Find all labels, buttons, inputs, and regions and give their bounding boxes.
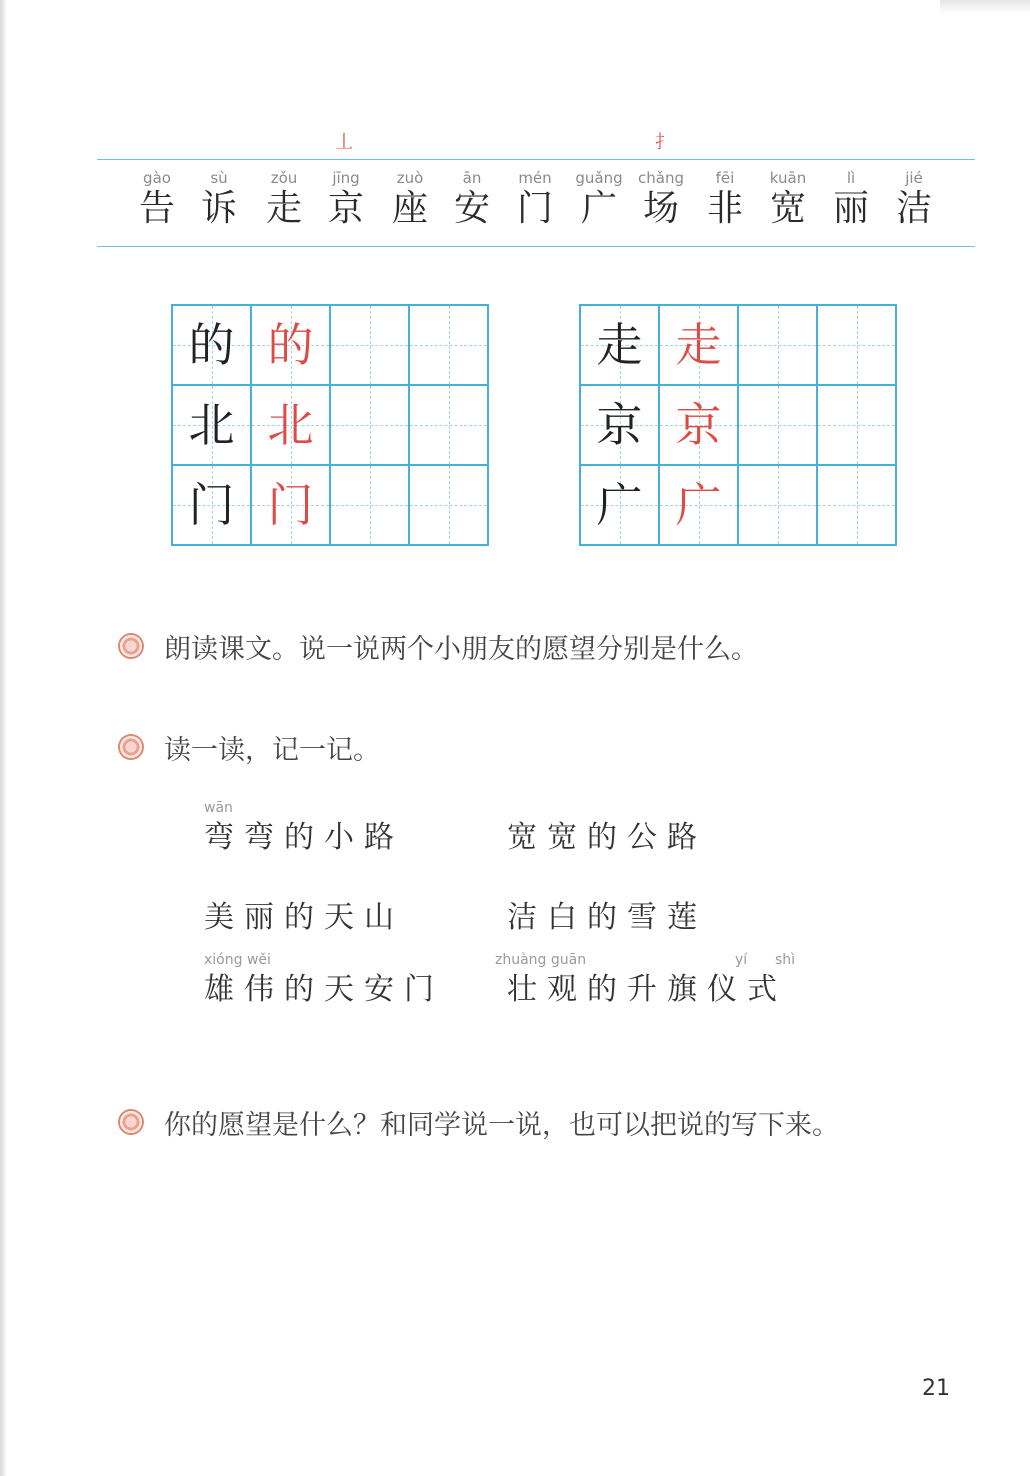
grid-cell <box>251 465 330 545</box>
grid-cell-empty[interactable] <box>738 465 817 545</box>
vocab-bottom-line <box>97 246 975 247</box>
grid-cell <box>172 465 251 545</box>
grid-cell-empty[interactable] <box>817 305 896 385</box>
decoration-left: 丄 <box>335 132 353 153</box>
grid-cell-empty[interactable] <box>817 385 896 465</box>
vocab-pinyin: jié <box>905 169 923 187</box>
model-char: 京 <box>596 398 643 452</box>
grid-cell <box>251 305 330 385</box>
model-char: 门 <box>188 478 235 532</box>
decoration-right: 扌 <box>655 132 673 153</box>
grid-cell-empty[interactable] <box>330 385 409 465</box>
vocab-item <box>310 168 382 230</box>
vocab-char: 京 <box>327 188 364 229</box>
phrase <box>204 952 444 1008</box>
writing-grid-left <box>171 304 489 546</box>
grid-cell <box>251 385 330 465</box>
model-char: 走 <box>596 318 643 372</box>
vocab-item <box>499 168 571 230</box>
phrase-text: 洁白的雪莲 <box>507 900 707 935</box>
phrase-pinyin <box>204 800 404 820</box>
vocab-item <box>625 168 697 230</box>
vocab-char: 宽 <box>769 188 806 229</box>
phrase-text: 美丽的天山 <box>204 900 404 935</box>
task-3 <box>118 1102 839 1142</box>
vocab-pinyin: fēi <box>715 169 735 187</box>
phrase-list <box>0 800 1030 1030</box>
vocab-strip <box>0 168 1030 238</box>
vocab-char: 场 <box>642 188 679 229</box>
vocab-pinyin: gào <box>143 169 171 187</box>
writing-grid-right <box>579 304 897 546</box>
phrase <box>495 952 796 1008</box>
corner-mark <box>940 0 1030 14</box>
model-char: 北 <box>188 398 235 452</box>
phrase-pinyin <box>204 952 444 972</box>
grid-cell-empty[interactable] <box>330 465 409 545</box>
trace-char: 走 <box>675 318 722 372</box>
phrase <box>507 880 707 936</box>
vocab-pinyin: kuān <box>769 169 807 187</box>
pinyin-xiongwei: xióng wěi <box>204 952 271 968</box>
pinyin-yi: yí <box>735 952 748 968</box>
phrase-text: 弯弯的小路 <box>204 820 404 855</box>
vocab-pinyin: ān <box>462 169 482 187</box>
grid-cell-empty[interactable] <box>738 305 817 385</box>
vocab-char: 座 <box>391 188 428 229</box>
task-2-text: 读一读，记一记。 <box>164 734 380 766</box>
phrase <box>204 800 404 856</box>
phrase-text: 雄伟的天安门 <box>204 972 444 1007</box>
phrase-pinyin <box>204 880 404 900</box>
vocab-char: 非 <box>706 188 743 229</box>
vocab-item <box>183 168 255 230</box>
vocab-char: 走 <box>265 188 302 229</box>
trace-char: 门 <box>267 478 314 532</box>
vocab-char: 告 <box>138 188 175 229</box>
phrase-pinyin <box>495 952 796 972</box>
trace-char: 京 <box>675 398 722 452</box>
vocab-item <box>752 168 824 230</box>
flower-bullet-icon <box>118 1109 144 1135</box>
model-char: 广 <box>596 478 643 532</box>
vocab-char: 门 <box>516 188 553 229</box>
grid-cell <box>580 305 659 385</box>
vocab-item <box>815 168 887 230</box>
grid-cell <box>580 465 659 545</box>
vocab-pinyin: guǎng <box>575 169 623 187</box>
vocab-char: 安 <box>453 188 490 229</box>
vocab-char: 洁 <box>895 188 932 229</box>
vocab-pinyin: lì <box>846 169 856 187</box>
task-2 <box>118 727 380 767</box>
phrase-pinyin <box>507 880 707 900</box>
phrase-text: 宽宽的公路 <box>507 820 707 855</box>
grid-cell-empty[interactable] <box>817 465 896 545</box>
vocab-item <box>878 168 950 230</box>
page-number: 21 <box>922 1376 950 1401</box>
grid-cell-empty[interactable] <box>409 305 488 385</box>
pinyin-zhuangguan: zhuàng guān <box>495 952 587 968</box>
vocab-item <box>436 168 508 230</box>
vocab-pinyin: chǎng <box>638 169 684 187</box>
vocab-pinyin: zǒu <box>270 169 298 187</box>
task-1-text: 朗读课文。说一说两个小朋友的愿望分别是什么。 <box>164 633 758 665</box>
phrase <box>204 880 404 936</box>
trace-char: 的 <box>267 318 314 372</box>
grid-cell-empty[interactable] <box>409 465 488 545</box>
vocab-pinyin: zuò <box>396 169 424 187</box>
task-1 <box>118 626 758 666</box>
vocab-pinyin: sù <box>210 169 228 187</box>
grid-cell <box>580 385 659 465</box>
grid-cell-empty[interactable] <box>738 385 817 465</box>
flower-bullet-icon <box>118 734 144 760</box>
vocab-char: 广 <box>580 188 617 229</box>
vocab-top-line <box>97 159 975 160</box>
grid-cell <box>659 385 738 465</box>
grid-cell <box>659 465 738 545</box>
model-char: 的 <box>188 318 235 372</box>
grid-cell <box>172 385 251 465</box>
flower-bullet-icon <box>118 633 144 659</box>
phrase-text: 壮观的升旗仪式 <box>507 972 787 1007</box>
grid-cell <box>172 305 251 385</box>
vocab-item <box>689 168 761 230</box>
trace-char: 北 <box>267 398 314 452</box>
pinyin-wan: wān <box>204 800 233 816</box>
grid-cell-empty[interactable] <box>330 305 409 385</box>
trace-char: 广 <box>675 478 722 532</box>
grid-cell <box>659 305 738 385</box>
task-3-text: 你的愿望是什么？和同学说一说，也可以把说的写下来。 <box>164 1109 839 1141</box>
vocab-pinyin: mén <box>518 169 552 187</box>
vocab-pinyin: jīng <box>332 169 360 187</box>
vocab-char: 诉 <box>200 188 237 229</box>
grid-cell-empty[interactable] <box>409 385 488 465</box>
phrase <box>507 800 707 856</box>
pinyin-shi: shì <box>775 952 796 968</box>
vocab-char: 丽 <box>832 188 869 229</box>
phrase-pinyin <box>507 800 707 820</box>
